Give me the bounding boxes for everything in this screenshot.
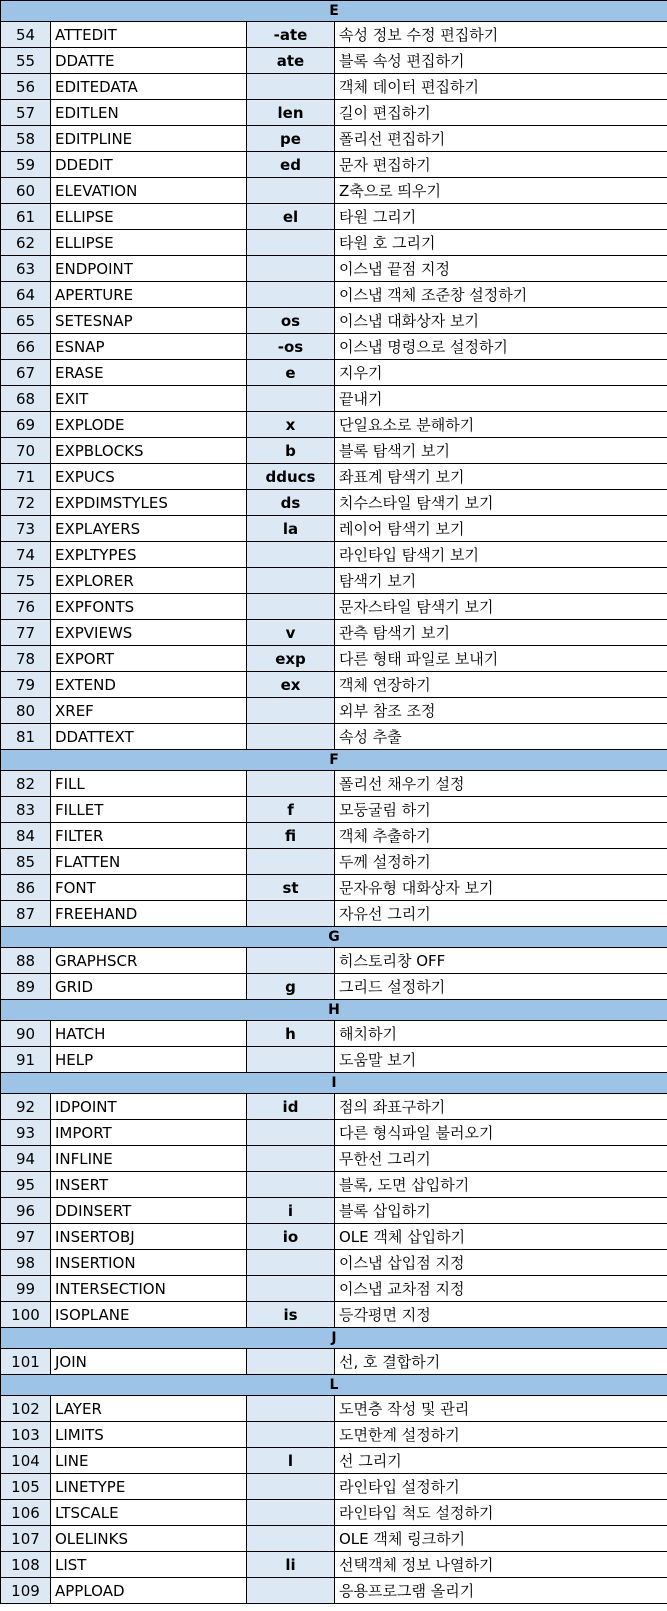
table-row <box>1 542 667 568</box>
command-description: 라인타입 척도 설정하기 <box>335 1500 667 1526</box>
command-name: ENDPOINT <box>51 256 247 282</box>
table-row <box>1 438 667 464</box>
command-alias: st <box>247 875 335 901</box>
command-name: DDEDIT <box>51 152 247 178</box>
table-row <box>1 1094 667 1120</box>
command-name: HATCH <box>51 1021 247 1047</box>
section-letter: L <box>1 1375 667 1396</box>
command-alias: -os <box>247 334 335 360</box>
command-alias <box>247 849 335 875</box>
command-name: EXPLAYERS <box>51 516 247 542</box>
table-row <box>1 282 667 308</box>
command-alias: la <box>247 516 335 542</box>
row-number: 65 <box>1 308 51 334</box>
command-description: 문자스타일 탐색기 보기 <box>335 594 667 620</box>
row-number: 108 <box>1 1552 51 1578</box>
row-number: 66 <box>1 334 51 360</box>
row-number: 54 <box>1 22 51 48</box>
table-row <box>1 823 667 849</box>
command-name: DDATTE <box>51 48 247 74</box>
table-row <box>1 1276 667 1302</box>
table-row <box>1 126 667 152</box>
row-number: 106 <box>1 1500 51 1526</box>
command-description: 점의 좌표구하기 <box>335 1094 667 1120</box>
table-row <box>1 797 667 823</box>
command-name: FILTER <box>51 823 247 849</box>
table-row <box>1 1224 667 1250</box>
row-number: 75 <box>1 568 51 594</box>
row-number: 63 <box>1 256 51 282</box>
row-number: 67 <box>1 360 51 386</box>
row-number: 104 <box>1 1448 51 1474</box>
command-alias <box>247 594 335 620</box>
table-row <box>1 1047 667 1073</box>
table-row <box>1 256 667 282</box>
table-row <box>1 1349 667 1375</box>
command-name: INTERSECTION <box>51 1276 247 1302</box>
table-row <box>1 74 667 100</box>
row-number: 58 <box>1 126 51 152</box>
command-name: GRID <box>51 974 247 1000</box>
command-description: 이스냅 끝점 지정 <box>335 256 667 282</box>
command-name: EXPVIEWS <box>51 620 247 646</box>
table-row <box>1 22 667 48</box>
row-number: 93 <box>1 1120 51 1146</box>
command-description: 모둥굴림 하기 <box>335 797 667 823</box>
section-header <box>1 1000 667 1021</box>
command-name: INSERT <box>51 1172 247 1198</box>
table-row <box>1 1302 667 1328</box>
row-number: 97 <box>1 1224 51 1250</box>
command-description: 그리드 설정하기 <box>335 974 667 1000</box>
command-description: OLE 객체 삽입하기 <box>335 1224 667 1250</box>
command-name: EXPBLOCKS <box>51 438 247 464</box>
command-description: 다른 형태 파일로 보내기 <box>335 646 667 672</box>
command-description: 선, 호 결합하기 <box>335 1349 667 1375</box>
command-alias: e <box>247 360 335 386</box>
table-row <box>1 594 667 620</box>
section-header <box>1 1328 667 1349</box>
command-description: 블록 탐색기 보기 <box>335 438 667 464</box>
command-description: 타원 그리기 <box>335 204 667 230</box>
row-number: 89 <box>1 974 51 1000</box>
command-description: 좌표계 탐색기 보기 <box>335 464 667 490</box>
row-number: 88 <box>1 948 51 974</box>
row-number: 86 <box>1 875 51 901</box>
command-name: ISOPLANE <box>51 1302 247 1328</box>
row-number: 72 <box>1 490 51 516</box>
command-alias <box>247 1500 335 1526</box>
command-alias: id <box>247 1094 335 1120</box>
command-alias <box>247 178 335 204</box>
command-name: FREEHAND <box>51 901 247 927</box>
command-name: EXPFONTS <box>51 594 247 620</box>
row-number: 92 <box>1 1094 51 1120</box>
command-description: 자유선 그리기 <box>335 901 667 927</box>
row-number: 77 <box>1 620 51 646</box>
command-description: 도면층 작성 및 관리 <box>335 1396 667 1422</box>
table-row <box>1 568 667 594</box>
table-row <box>1 974 667 1000</box>
command-description: 폴리선 채우기 설정 <box>335 771 667 797</box>
table-row <box>1 1396 667 1422</box>
command-description: 속성 정보 수정 편집하기 <box>335 22 667 48</box>
row-number: 90 <box>1 1021 51 1047</box>
command-description: 이스냅 대화상자 보기 <box>335 308 667 334</box>
command-name: APERTURE <box>51 282 247 308</box>
row-number: 98 <box>1 1250 51 1276</box>
command-description: 이스냅 교차점 지정 <box>335 1276 667 1302</box>
command-name: APPLOAD <box>51 1578 247 1604</box>
table-row <box>1 1500 667 1526</box>
command-alias: li <box>247 1552 335 1578</box>
command-alias <box>247 698 335 724</box>
command-name: ERASE <box>51 360 247 386</box>
table-row <box>1 1250 667 1276</box>
command-name: DDATTEXT <box>51 724 247 750</box>
table-row <box>1 490 667 516</box>
command-alias: h <box>247 1021 335 1047</box>
command-description: 라인타입 설정하기 <box>335 1474 667 1500</box>
table-row <box>1 948 667 974</box>
command-alias <box>247 1146 335 1172</box>
table-row <box>1 1120 667 1146</box>
table-row <box>1 48 667 74</box>
command-alias <box>247 1474 335 1500</box>
command-description: 폴리선 편집하기 <box>335 126 667 152</box>
command-name: DDINSERT <box>51 1198 247 1224</box>
command-description: 해치하기 <box>335 1021 667 1047</box>
command-alias: ex <box>247 672 335 698</box>
command-alias <box>247 568 335 594</box>
command-name: EXIT <box>51 386 247 412</box>
row-number: 83 <box>1 797 51 823</box>
command-alias: exp <box>247 646 335 672</box>
section-letter: I <box>1 1073 667 1094</box>
command-name: LIMITS <box>51 1422 247 1448</box>
command-description: 타원 호 그리기 <box>335 230 667 256</box>
command-alias <box>247 1250 335 1276</box>
command-name: EXPUCS <box>51 464 247 490</box>
command-name: ELLIPSE <box>51 230 247 256</box>
row-number: 107 <box>1 1526 51 1552</box>
command-alias: ds <box>247 490 335 516</box>
command-description: 끝내기 <box>335 386 667 412</box>
command-alias <box>247 230 335 256</box>
command-alias <box>247 1349 335 1375</box>
command-alias: el <box>247 204 335 230</box>
row-number: 60 <box>1 178 51 204</box>
table-row <box>1 771 667 797</box>
command-description: 블록 삽입하기 <box>335 1198 667 1224</box>
command-alias: is <box>247 1302 335 1328</box>
table-row <box>1 308 667 334</box>
command-alias <box>247 948 335 974</box>
command-alias: i <box>247 1198 335 1224</box>
table-row <box>1 1526 667 1552</box>
command-name: FLATTEN <box>51 849 247 875</box>
section-letter: E <box>1 1 667 22</box>
section-letter: J <box>1 1328 667 1349</box>
row-number: 101 <box>1 1349 51 1375</box>
section-letter: H <box>1 1000 667 1021</box>
row-number: 61 <box>1 204 51 230</box>
table-row <box>1 1146 667 1172</box>
command-name: LINETYPE <box>51 1474 247 1500</box>
row-number: 103 <box>1 1422 51 1448</box>
command-alias: pe <box>247 126 335 152</box>
row-number: 81 <box>1 724 51 750</box>
command-table-body <box>1 1 667 1604</box>
row-number: 70 <box>1 438 51 464</box>
section-header <box>1 1375 667 1396</box>
table-row <box>1 464 667 490</box>
command-description: 응용프로그램 올리기 <box>335 1578 667 1604</box>
command-alias: f <box>247 797 335 823</box>
command-name: IMPORT <box>51 1120 247 1146</box>
table-row <box>1 152 667 178</box>
command-name: LTSCALE <box>51 1500 247 1526</box>
command-name: GRAPHSCR <box>51 948 247 974</box>
row-number: 91 <box>1 1047 51 1073</box>
row-number: 82 <box>1 771 51 797</box>
table-row <box>1 334 667 360</box>
command-name: JOIN <box>51 1349 247 1375</box>
command-alias <box>247 724 335 750</box>
row-number: 78 <box>1 646 51 672</box>
command-name: ELLIPSE <box>51 204 247 230</box>
command-description: 선택객체 정보 나열하기 <box>335 1552 667 1578</box>
command-description: 문자유형 대화상자 보기 <box>335 875 667 901</box>
row-number: 102 <box>1 1396 51 1422</box>
row-number: 76 <box>1 594 51 620</box>
command-alias <box>247 1172 335 1198</box>
command-description: 이스냅 삽입점 지정 <box>335 1250 667 1276</box>
row-number: 95 <box>1 1172 51 1198</box>
table-row <box>1 1448 667 1474</box>
command-name: FONT <box>51 875 247 901</box>
section-letter: F <box>1 750 667 771</box>
row-number: 80 <box>1 698 51 724</box>
row-number: 73 <box>1 516 51 542</box>
command-name: EXPLTYPES <box>51 542 247 568</box>
command-description: 지우기 <box>335 360 667 386</box>
command-description: 다른 형식파일 불러오기 <box>335 1120 667 1146</box>
table-row <box>1 620 667 646</box>
row-number: 74 <box>1 542 51 568</box>
command-description: 길이 편집하기 <box>335 100 667 126</box>
table-row <box>1 1172 667 1198</box>
row-number: 71 <box>1 464 51 490</box>
command-name: INFLINE <box>51 1146 247 1172</box>
command-alias <box>247 771 335 797</box>
command-alias: len <box>247 100 335 126</box>
row-number: 85 <box>1 849 51 875</box>
table-row <box>1 516 667 542</box>
command-alias: l <box>247 1448 335 1474</box>
row-number: 100 <box>1 1302 51 1328</box>
command-alias <box>247 542 335 568</box>
command-description: 라인타입 탐색기 보기 <box>335 542 667 568</box>
command-name: ELEVATION <box>51 178 247 204</box>
command-description: 관측 탐색기 보기 <box>335 620 667 646</box>
command-alias <box>247 1526 335 1552</box>
row-number: 94 <box>1 1146 51 1172</box>
command-alias <box>247 256 335 282</box>
command-alias <box>247 1120 335 1146</box>
command-description: 블록, 도면 삽입하기 <box>335 1172 667 1198</box>
command-name: EXPDIMSTYLES <box>51 490 247 516</box>
command-name: EDITPLINE <box>51 126 247 152</box>
command-description: 도움말 보기 <box>335 1047 667 1073</box>
table-row <box>1 1474 667 1500</box>
command-alias <box>247 386 335 412</box>
command-alias <box>247 282 335 308</box>
command-alias <box>247 1578 335 1604</box>
command-description: 이스냅 명령으로 설정하기 <box>335 334 667 360</box>
row-number: 96 <box>1 1198 51 1224</box>
command-name: FILL <box>51 771 247 797</box>
command-name: INSERTOBJ <box>51 1224 247 1250</box>
table-row <box>1 849 667 875</box>
table-row <box>1 901 667 927</box>
command-name: INSERTION <box>51 1250 247 1276</box>
command-alias: ate <box>247 48 335 74</box>
command-name: EXTEND <box>51 672 247 698</box>
command-name: IDPOINT <box>51 1094 247 1120</box>
command-description: Z축으로 띄우기 <box>335 178 667 204</box>
command-description: 객체 추출하기 <box>335 823 667 849</box>
command-alias: v <box>247 620 335 646</box>
command-name: LAYER <box>51 1396 247 1422</box>
row-number: 62 <box>1 230 51 256</box>
command-alias <box>247 1396 335 1422</box>
command-alias: fi <box>247 823 335 849</box>
command-description: 객체 연장하기 <box>335 672 667 698</box>
command-name: EXPORT <box>51 646 247 672</box>
command-alias: g <box>247 974 335 1000</box>
command-name: LINE <box>51 1448 247 1474</box>
table-row <box>1 1198 667 1224</box>
command-alias <box>247 74 335 100</box>
table-row <box>1 1021 667 1047</box>
table-row <box>1 1578 667 1604</box>
command-alias: -ate <box>247 22 335 48</box>
command-name: FILLET <box>51 797 247 823</box>
command-description: 레이어 탐색기 보기 <box>335 516 667 542</box>
command-alias: x <box>247 412 335 438</box>
command-name: SETESNAP <box>51 308 247 334</box>
table-row <box>1 360 667 386</box>
row-number: 68 <box>1 386 51 412</box>
row-number: 87 <box>1 901 51 927</box>
command-name: EDITLEN <box>51 100 247 126</box>
command-description: 도면한계 설정하기 <box>335 1422 667 1448</box>
command-name: ATTEDIT <box>51 22 247 48</box>
table-row <box>1 672 667 698</box>
table-row <box>1 875 667 901</box>
command-description: OLE 객체 링크하기 <box>335 1526 667 1552</box>
command-name: ESNAP <box>51 334 247 360</box>
command-description: 이스냅 객체 조준창 설정하기 <box>335 282 667 308</box>
row-number: 69 <box>1 412 51 438</box>
command-alias <box>247 1276 335 1302</box>
table-row <box>1 204 667 230</box>
command-description: 선 그리기 <box>335 1448 667 1474</box>
table-row <box>1 724 667 750</box>
command-description: 등각평면 지정 <box>335 1302 667 1328</box>
command-alias: io <box>247 1224 335 1250</box>
table-row <box>1 178 667 204</box>
command-alias: dducs <box>247 464 335 490</box>
command-description: 두께 설정하기 <box>335 849 667 875</box>
section-header <box>1 1073 667 1094</box>
table-row <box>1 1552 667 1578</box>
table-row <box>1 386 667 412</box>
command-alias: ed <box>247 152 335 178</box>
command-description: 히스토리창 OFF <box>335 948 667 974</box>
row-number: 79 <box>1 672 51 698</box>
command-description: 객체 데이터 편집하기 <box>335 74 667 100</box>
command-description: 블록 속성 편집하기 <box>335 48 667 74</box>
section-header <box>1 927 667 948</box>
table-row <box>1 230 667 256</box>
table-row <box>1 412 667 438</box>
row-number: 56 <box>1 74 51 100</box>
command-description: 단일요소로 분해하기 <box>335 412 667 438</box>
command-alias <box>247 1422 335 1448</box>
command-name: EXPLORER <box>51 568 247 594</box>
command-name: EXPLODE <box>51 412 247 438</box>
command-description: 문자 편집하기 <box>335 152 667 178</box>
row-number: 84 <box>1 823 51 849</box>
table-row <box>1 698 667 724</box>
row-number: 64 <box>1 282 51 308</box>
row-number: 105 <box>1 1474 51 1500</box>
row-number: 55 <box>1 48 51 74</box>
command-description: 무한선 그리기 <box>335 1146 667 1172</box>
command-description: 탐색기 보기 <box>335 568 667 594</box>
command-description: 치수스타일 탐색기 보기 <box>335 490 667 516</box>
section-letter: G <box>1 927 667 948</box>
row-number: 99 <box>1 1276 51 1302</box>
command-alias <box>247 901 335 927</box>
table-row <box>1 100 667 126</box>
command-name: EDITEDATA <box>51 74 247 100</box>
command-name: OLELINKS <box>51 1526 247 1552</box>
row-number: 57 <box>1 100 51 126</box>
command-alias: b <box>247 438 335 464</box>
command-description: 외부 참조 조정 <box>335 698 667 724</box>
row-number: 109 <box>1 1578 51 1604</box>
command-description: 속성 추출 <box>335 724 667 750</box>
command-name: LIST <box>51 1552 247 1578</box>
section-header <box>1 1 667 22</box>
row-number: 59 <box>1 152 51 178</box>
table-row <box>1 1422 667 1448</box>
command-name: XREF <box>51 698 247 724</box>
command-alias <box>247 1047 335 1073</box>
command-name: HELP <box>51 1047 247 1073</box>
command-alias: os <box>247 308 335 334</box>
section-header <box>1 750 667 771</box>
table-row <box>1 646 667 672</box>
